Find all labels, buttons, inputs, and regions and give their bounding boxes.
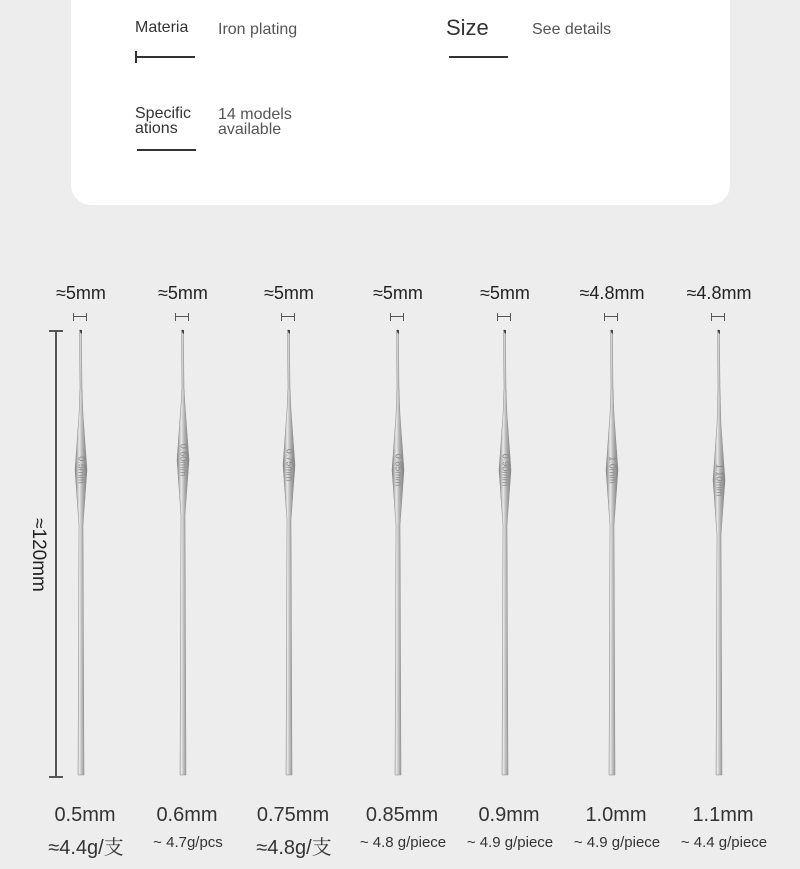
hook-size-label: 0.75mm bbox=[256, 804, 330, 826]
crochet-hook bbox=[704, 328, 734, 778]
hook-width-label: ≈5mm bbox=[158, 283, 208, 303]
hook-width-label: ≈4.8mm bbox=[579, 283, 645, 303]
material-value: Iron plating bbox=[218, 21, 298, 38]
hook-width-label: ≈5mm bbox=[480, 283, 530, 303]
hook-weight-label: ≈4.4g/支 bbox=[48, 837, 124, 859]
crochet-hook-shape bbox=[392, 330, 404, 775]
crochet-hook-shape bbox=[713, 330, 725, 775]
specifications-label-line1: Specific bbox=[135, 105, 192, 122]
crochet-hook bbox=[383, 328, 413, 778]
specifications-value bbox=[218, 107, 292, 137]
hook-width-bracket bbox=[390, 313, 404, 321]
crochet-hook bbox=[168, 328, 198, 778]
hook-width-bracket bbox=[175, 313, 189, 321]
hook-weight-label: ~ 4.8 g/piece bbox=[359, 834, 447, 851]
hook-weight-label: ~ 4.7g/pcs bbox=[153, 834, 223, 851]
length-label: ≈120mm bbox=[28, 518, 49, 592]
hook-engraving: 0.90mm bbox=[500, 453, 511, 487]
hook-size-label: 0.5mm bbox=[54, 804, 116, 826]
crochet-hook bbox=[597, 328, 627, 778]
crochet-hook-shape bbox=[499, 330, 511, 775]
hook-width-bracket bbox=[73, 313, 87, 321]
hook-engraving: 0.85mm bbox=[393, 453, 404, 487]
hook-weight-label: ~ 4.9 g/piece bbox=[466, 834, 554, 851]
material-label: Materia bbox=[135, 19, 189, 36]
hook-width-bracket bbox=[281, 313, 295, 321]
hook-weight-label: ~ 4.4 g/piece bbox=[680, 834, 768, 851]
hook-size-label: 1.1mm bbox=[692, 804, 754, 826]
material-underline bbox=[135, 56, 195, 58]
crochet-hook bbox=[274, 328, 304, 778]
size-underline bbox=[449, 56, 508, 58]
hook-width-label: ≈5mm bbox=[264, 283, 314, 303]
hook-size-label: 1.0mm bbox=[585, 804, 647, 826]
length-dimension-bottom-cap bbox=[49, 776, 63, 778]
hook-size-label: 0.9mm bbox=[478, 804, 540, 826]
crochet-hook bbox=[490, 328, 520, 778]
specifications-label bbox=[135, 106, 191, 136]
size-value: See details bbox=[532, 21, 612, 38]
crochet-hook-shape bbox=[177, 330, 189, 775]
specifications-value-line1: 14 models bbox=[218, 106, 292, 123]
hook-engraving: 0.60mm bbox=[178, 443, 189, 477]
hook-weight-label: ≈4.8g/支 bbox=[256, 837, 332, 859]
hook-width-bracket bbox=[497, 313, 511, 321]
hook-width-label: ≈4.8mm bbox=[686, 283, 752, 303]
hook-size-label: 0.6mm bbox=[156, 804, 218, 826]
hook-engraving: 1.0mm bbox=[607, 456, 618, 484]
crochet-hook-shape bbox=[75, 330, 87, 775]
crochet-hook-shape bbox=[283, 330, 295, 775]
hook-width-bracket bbox=[604, 313, 618, 321]
crochet-hook-shape bbox=[606, 330, 618, 775]
hook-engraving: 0.75mm bbox=[284, 448, 295, 482]
hook-size-label: 0.85mm bbox=[365, 804, 439, 826]
length-dimension-top-cap bbox=[49, 330, 63, 332]
hook-engraving: 1.10mm bbox=[714, 463, 725, 497]
size-label: Size bbox=[446, 15, 489, 40]
hook-engraving: 0.5mm bbox=[76, 456, 87, 484]
specifications-value-line2: available bbox=[218, 121, 282, 138]
hook-width-label: ≈5mm bbox=[56, 283, 106, 303]
crochet-hook bbox=[66, 328, 96, 778]
hook-width-label: ≈5mm bbox=[373, 283, 423, 303]
specifications-label-line2: ations bbox=[135, 120, 178, 137]
hook-weight-label: ~ 4.9 g/piece bbox=[573, 834, 661, 851]
specifications-underline bbox=[137, 149, 196, 151]
length-dimension-line bbox=[55, 330, 57, 777]
hook-width-bracket bbox=[711, 313, 725, 321]
